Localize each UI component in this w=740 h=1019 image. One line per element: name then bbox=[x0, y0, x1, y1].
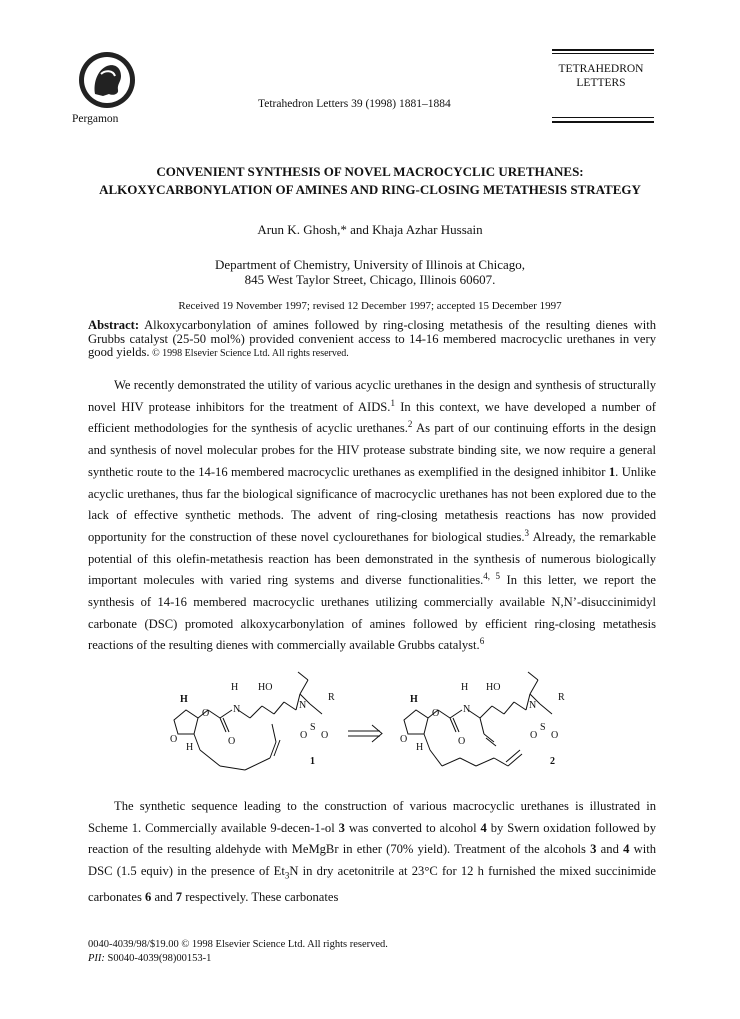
atom-label: O bbox=[170, 734, 178, 745]
atom-label: O bbox=[458, 736, 466, 747]
retrosynthesis-arrow bbox=[348, 725, 382, 742]
text-run: In this letter, we report the synthesis of 14-16 membered macrocyclic urethanes utilizing commercially available N,N’-disuccinimidyl carbonate (DSC) promoted alkoxycarbonylation of amines followed by efficient ring-closing metathesis reactions of the resulting dienes with commercially available Grubbs catalyst. bbox=[88, 573, 657, 653]
atom-label: R bbox=[558, 692, 565, 703]
article-title bbox=[40, 163, 700, 199]
atom-label: O bbox=[530, 730, 538, 741]
body-paragraph-1 bbox=[88, 375, 656, 657]
publisher-name: Pergamon bbox=[72, 113, 119, 125]
masthead-line-1: TETRAHEDRON bbox=[558, 63, 644, 75]
text-run: The synthetic sequence leading to the construction of various macrocyclic urethanes is illustrated in Scheme 1. Commercially available 9-decen-1-ol bbox=[88, 799, 656, 835]
citation: 3 bbox=[524, 527, 530, 538]
compound-ref: 7 bbox=[175, 890, 183, 905]
atom-label: H bbox=[461, 682, 469, 693]
atom-label: H bbox=[231, 682, 239, 693]
abstract-text: Alkoxycarbonylation of amines followed by ring-closing metathesis of the resulting dienes with Grubbs catalyst (25-50 mol%) provided convenient access to 14-16 membered macrocyclic urethanes in very good yields. bbox=[88, 318, 656, 359]
pii-value: S0040-4039(98)00153-1 bbox=[104, 953, 212, 964]
text-run: N in dry acetonitrile at 23°C for 12 h furnished the mixed succinimide carbonates bbox=[88, 864, 656, 905]
atom-label: N bbox=[529, 700, 537, 711]
journal-reference: Tetrahedron Letters 39 (1998) 1881–1884 bbox=[258, 98, 451, 110]
atom-label: H bbox=[410, 694, 418, 705]
atom-label: O bbox=[400, 734, 408, 745]
footer bbox=[88, 938, 388, 966]
structure-2 bbox=[400, 672, 565, 767]
citation: 1 bbox=[390, 397, 395, 408]
compound-ref: 4 bbox=[623, 842, 630, 857]
atom-label: O bbox=[432, 708, 440, 719]
citation: 4, 5 bbox=[483, 571, 501, 582]
publisher-logo bbox=[77, 50, 137, 110]
text-run: was converted to alcohol bbox=[344, 820, 481, 835]
journal-masthead bbox=[548, 62, 654, 90]
atom-label: O bbox=[202, 708, 210, 719]
text-run: As part of our continuing efforts in the design and synthesis of novel molecular probes for the HIV protease substrate binding site, we now require a general synthetic route to the 14-16 membered macrocyclic urethanes as exemplified in the designed inhibitor bbox=[88, 421, 656, 479]
chemical-structures-scheme bbox=[160, 658, 580, 783]
atom-label: H bbox=[186, 742, 194, 753]
atom-label: H bbox=[416, 742, 424, 753]
text-run: and bbox=[596, 842, 624, 857]
atom-label: N bbox=[463, 704, 471, 715]
structure-1 bbox=[170, 672, 335, 770]
compound-ref: 3 bbox=[338, 820, 345, 835]
masthead-rule-top bbox=[552, 49, 654, 51]
copyright-line: 0040-4039/98/$19.00 © 1998 Elsevier Science Ltd. All rights reserved. bbox=[88, 939, 388, 950]
text-run: by Swern oxidation followed by reaction of the resulting aldehyde with MeMgBr in ether (70% yield). Treatment of the alcohols bbox=[88, 820, 656, 857]
masthead-rule-bottom-thin bbox=[552, 117, 654, 118]
pii-label: PII: bbox=[88, 953, 105, 964]
title-line-1: CONVENIENT SYNTHESIS OF NOVEL MACROCYCLIC URETHANES: bbox=[156, 164, 584, 179]
affiliation-line-2: 845 West Taylor Street, Chicago, Illinois 60607. bbox=[244, 272, 496, 287]
atom-label: HO bbox=[258, 682, 273, 693]
compound-ref: 4 bbox=[480, 820, 487, 835]
compound-label: 2 bbox=[550, 756, 555, 767]
atom-label: O bbox=[228, 736, 236, 747]
compound-ref: 6 bbox=[145, 890, 152, 905]
text-run: Already, the remarkable potential of this olefin-metathesis reaction has been demonstrated in the synthesis of numerous biologically important molecules with varied ring systems and diverse functionalities. bbox=[88, 529, 656, 588]
citation: 6 bbox=[479, 636, 485, 647]
atom-label: N bbox=[233, 704, 241, 715]
compound-label: 1 bbox=[310, 756, 315, 767]
received-dates: Received 19 November 1997; revised 12 December 1997; accepted 15 December 1997 bbox=[178, 300, 562, 312]
compound-ref: 1 bbox=[608, 464, 616, 479]
masthead-rule-top-thin bbox=[552, 53, 654, 54]
subscript: 3 bbox=[284, 870, 290, 881]
atom-label: H bbox=[180, 694, 188, 705]
text-run: . Unlike acyclic urethanes, thus far the biological significance of macrocyclic urethanes has not been explored due to the lack of effective synthetic methods. The advent of ring-closing metathesis reactions has now provided opportunity for the construction of these novel cyclourethanes for biological studies. bbox=[88, 464, 656, 544]
atom-label: O bbox=[321, 730, 329, 741]
atom-label: S bbox=[310, 722, 316, 733]
atom-label: O bbox=[551, 730, 559, 741]
pii-line bbox=[88, 952, 388, 966]
text-run: and bbox=[151, 890, 176, 905]
citation: 2 bbox=[407, 419, 413, 430]
compound-ref: 3 bbox=[590, 842, 597, 857]
affiliation bbox=[40, 257, 700, 287]
atom-label: R bbox=[328, 692, 335, 703]
atom-label: HO bbox=[486, 682, 501, 693]
abstract-label: Abstract: bbox=[88, 318, 140, 332]
text-run: respectively. These carbonates bbox=[182, 890, 339, 905]
masthead-line-2: LETTERS bbox=[576, 77, 626, 89]
text-run: In this context, we have developed a number of efficient methodologies for the synthesis of acyclic urethanes. bbox=[88, 399, 657, 436]
affiliation-line-1: Department of Chemistry, University of Illinois at Chicago, bbox=[214, 257, 525, 272]
abstract bbox=[88, 319, 656, 361]
atom-label: S bbox=[540, 722, 546, 733]
title-line-2: ALKOXYCARBONYLATION OF AMINES AND RING-CLOSING METATHESIS STRATEGY bbox=[99, 182, 641, 197]
text-run: with DSC (1.5 equiv) in the presence of Et bbox=[88, 842, 656, 879]
atom-label: O bbox=[300, 730, 308, 741]
masthead-rule-bottom bbox=[552, 121, 654, 123]
abstract-copyright: © 1998 Elsevier Science Ltd. All rights reserved. bbox=[149, 348, 349, 359]
authors: Arun K. Ghosh,* and Khaja Azhar Hussain bbox=[257, 222, 483, 237]
atom-label: N bbox=[299, 700, 307, 711]
text-run: We recently demonstrated the utility of various acyclic urethanes in the design and synthesis of structurally novel HIV protease inhibitors for the treatment of AIDS. bbox=[88, 378, 656, 414]
body-paragraph-2 bbox=[88, 796, 656, 909]
